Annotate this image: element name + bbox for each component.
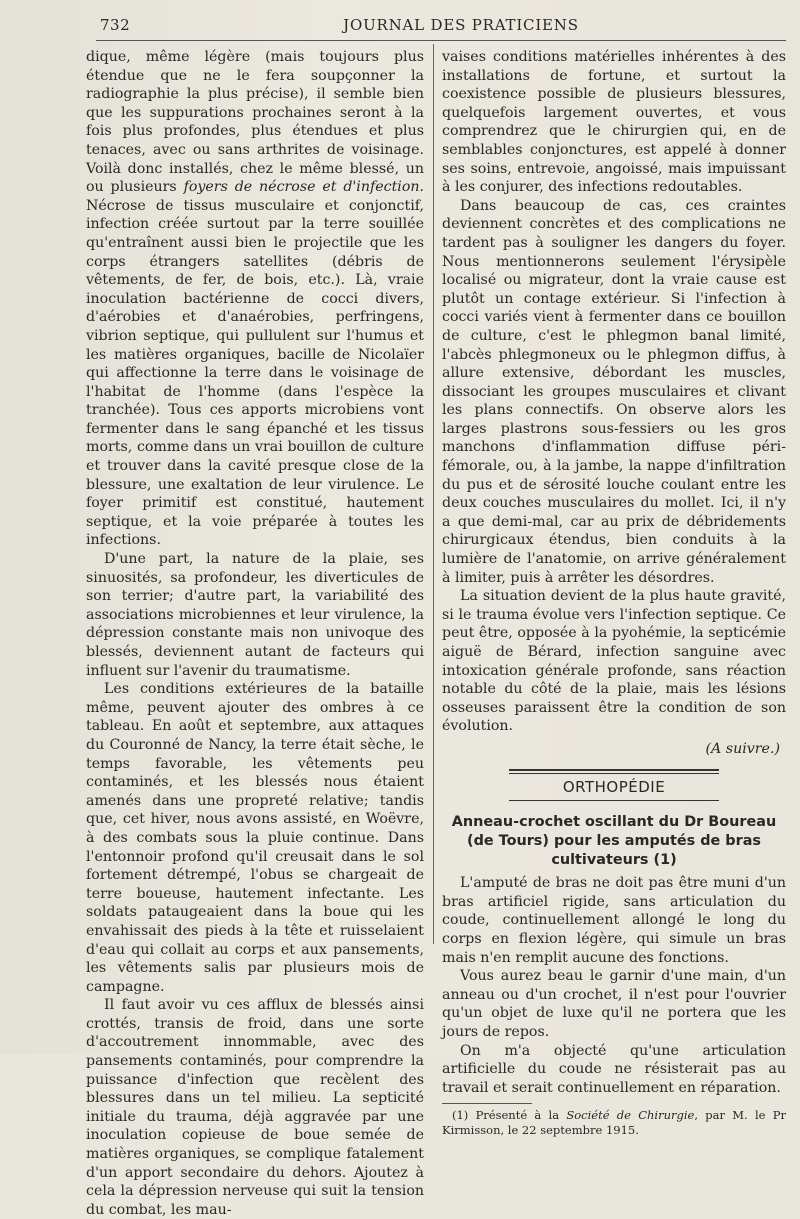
paragraph: L'amputé de bras ne doit pas être muni d'un bras artificiel rigide, sans articulation du coude, continuellement allongé le long du corps en flexion légère, qui simule un bras mais n'en remplit aucune des fonctions. [442, 875, 786, 966]
footnote-text: (1) Présenté à la [452, 1108, 567, 1123]
article-title: Anneau-crochet oscillant du Dr Boureau (de Tours) pour les amputés de bras cultivateurs (1) [451, 814, 777, 869]
paragraph: vaises conditions matérielles inhérentes à des installations de fortune, et surtout la coexistence possible de plusieurs blessures, quelquefois largement ouvertes, et vous comprendrez que le chirurgien qui, en de semblables conjonctures, est appelé à donner ses soins, entrevoie, angoissé, mais impuissant à les conjurer, des infections redoutables. [442, 49, 786, 196]
footnote-rule [442, 1103, 532, 1104]
paragraph: Vous aurez beau le garnir d'une main, d'un anneau ou d'un crochet, il n'est pour l'ouvrier qu'un objet de luxe qu'il ne portera que les jours de repos. [442, 968, 786, 1040]
left-column [86, 48, 424, 1219]
paragraph-text: dique, même légère (mais toujours plus étendue que ne le fera soupçonner la radiographie la plus précise), il semble bien que les suppurations prochaines seront à la fois plus profondes, plus étendues et plus tenaces, avec ou sans arthrites de voisinage. Voilà donc installés, chez le même blessé, un ou plusieurs [86, 49, 424, 196]
italic-phrase: foyers de nécrose et d'infection [183, 179, 420, 196]
to-be-continued [442, 740, 786, 759]
column-divider [433, 44, 434, 944]
rubric-rule-top [509, 769, 719, 774]
paragraph: Dans beaucoup de cas, ces craintes deviennent concrètes et des complications ne tardent pas à souligner les dangers du foyer. Nous mentionnerons seulement l'érysipèle localisé ou migrateur, dont la vraie cause est plutôt un contage extérieur. Si l'infection à cocci variés vient à fermenter dans ce bouillon de culture, c'est le phlegmon banal limité, l'abcès phlegmoneux ou le phlegmon diffus, à allure extensive, débordant les muscles, dissociant les groupes musculaires et clivant les plans connectifs. On observe alors les larges plastrons sous-fessiers ou les gros manchons d'inflammation diffuse péri-fémorale, ou, à la jambe, la nappe d'infiltration du pus et de sérosité louche coulant entre les deux couches musculaires du mollet. Ici, il n'y a que demi-mal, car au prix de débridements chirurgicaux étendus, bien conduits à la lumière de l'anatomie, on arrive généralement à limiter, puis à arrêter les désordres. [442, 197, 786, 586]
footnote [442, 1108, 786, 1138]
to-be-continued-text: (A suivre.) [705, 740, 780, 757]
paragraph: On m'a objecté qu'une articulation artificielle du coude ne résisterait pas au travail et serait continuellement en réparation. [442, 1042, 786, 1096]
paragraph: D'une part, la nature de la plaie, ses sinuosités, sa profondeur, les diverticules de son terrier; d'autre part, la variabilité des associations microbiennes et leur virulence, la dépression constante mais non univoque des blessés, deviennent autant de facteurs qui influent sur l'avenir du traumatisme. [86, 551, 424, 679]
rubric-rule-bottom [509, 800, 719, 801]
section-rubric: ORTHOPÉDIE [562, 777, 666, 796]
footnote-text: , par M. le Pr Kirmisson, le 22 septembre 1915. [442, 1108, 786, 1138]
footnote-italic: Société de Chirurgie [566, 1108, 695, 1123]
paragraph-text: . Nécrose de tissus musculaire et conjonctif, infection créée surtout par la terre souillée qu'entraînent aussi bien le projectile que les corps étrangers satellites (débris de vêtements, de fer, de bois, etc.). Là, vraie inoculation bactérienne de cocci divers, d'aérobies et d'anaérobies, perfringens, vibrion septique, qui pullulent sur l'humus et les matières organiques, bacille de Nicolaïer qui affectionne la terre dans le voisinage de l'habitat de l'homme (dans l'espèce la tranchée). Tous ces apports microbiens vont fermenter dans le sang épanché et les tissus morts, comme dans un vrai bouillon de culture et trouver dans la cavité presque close de la blessure, une exaltation de leur virulence. Le foyer primitif est constitué, hautement septique, et la voie préparée à toutes les infections. [86, 179, 425, 549]
page-header [96, 16, 786, 38]
right-column [442, 48, 786, 1138]
page-number: 732 [100, 16, 131, 34]
paragraph [86, 48, 424, 550]
paragraph: Les conditions extérieures de la bataille même, peuvent ajouter des ombres à ce tableau. En août et septembre, aux attaques du Couronné de Nancy, la terre était sèche, le temps favorable, les vêtements peu contaminés, et les blessés nous étaient amenés dans une propreté relative; tandis que, cet hiver, nous avons assisté, en Woëvre, à des combats sous la pluie continue. Dans l'entonnoir profond qu'il creusait dans le sol fortement détrempé, l'obus se chargeait de terre boueuse, hautement infectante. Les soldats pataugeaient dans la boue qui les envahissait des pieds à la tête et ruisselaient d'eau qui collait au corps et aux pansements, les vêtements salis par plusieurs mois de campagne. [86, 681, 424, 995]
header-rule [96, 40, 786, 41]
running-title: JOURNAL DES PRATICIENS [343, 16, 579, 34]
paragraph: Il faut avoir vu ces afflux de blessés ainsi crottés, transis de froid, dans une sorte d'accoutrement innommable, avec des pansements contaminés, pour comprendre la puissance d'infection que recèlent des blessures dans un tel milieu. La septicité initiale du trauma, déjà aggravée par une inoculation copieuse de boue semée de matières organiques, se complique fatalement d'un apport secondaire du dehors. Ajoutez à cela la dépression nerveuse qui suit la tension du combat, les mau- [86, 997, 424, 1218]
paragraph: La situation devient de la plus haute gravité, si le trauma évolue vers l'infection septique. Ce peut être, opposée à la pyohémie, la septicémie aiguë de Bérard, infection sanguine avec intoxication générale profonde, sans réaction notable du côté de la plaie, mais les lésions osseuses paraissent être la condition de son évolution. [442, 588, 786, 735]
